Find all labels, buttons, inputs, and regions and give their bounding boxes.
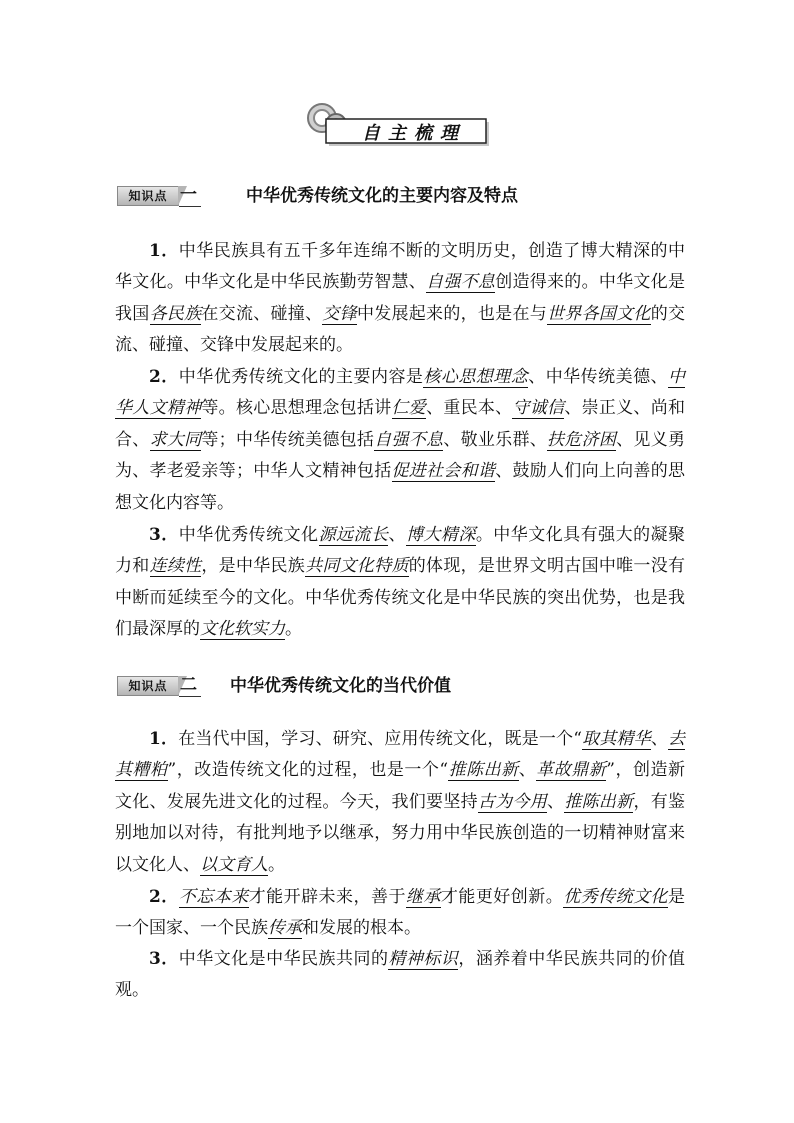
section-title: 中华优秀传统文化的当代价值: [230, 676, 451, 696]
text-run: 、鼓励人们向上向善的思想文化内容等。: [115, 461, 685, 513]
text-run: 是一个国家、一个民族: [115, 887, 686, 939]
key-term: 去其糟粕: [115, 729, 686, 781]
text-run: ，涵养着中华民族共同的价值观。: [115, 949, 686, 1001]
text-run: 、: [518, 760, 537, 781]
text-run: 、崇正义、尚和合、: [115, 398, 685, 450]
item-number: 1．: [149, 729, 179, 749]
paragraph: [115, 724, 685, 881]
key-term: 传承: [268, 918, 302, 939]
knowledge-point-number: 二: [180, 675, 197, 695]
knowledge-point-header-2: [117, 674, 717, 700]
paragraph: [115, 944, 685, 1007]
text-run: 创造得来的。中华文化是我国: [115, 272, 685, 324]
text-run: 才能开辟未来，善于: [248, 887, 406, 907]
text-run: 、敬业乐群、: [443, 429, 548, 450]
text-run: 等；中华传统美德包括: [201, 429, 375, 450]
knowledge-point-tag: 知识点: [117, 676, 179, 696]
text-run: 的交流、碰撞、交锋中发展起来的。: [115, 303, 685, 356]
key-term: 共同文化特质: [305, 556, 409, 577]
divider: [179, 696, 201, 697]
key-term: 求大同: [149, 429, 202, 450]
key-term: 自强不息: [426, 272, 496, 293]
text-run: 在当代中国，学习、研究、应用传统文化，既是一个“: [178, 729, 582, 749]
text-run: ”，改造传统文化的过程，也是一个“: [167, 760, 449, 781]
text-run: 才能更好创新。: [440, 887, 564, 907]
text-run: 中华优秀传统文化: [178, 525, 319, 545]
divider: [179, 206, 201, 207]
text-run: 、中华传统美德、: [528, 367, 669, 387]
paragraph: [115, 882, 685, 945]
banner-title: 自主梳理: [362, 123, 466, 144]
text-run: 在交流、碰撞、: [201, 303, 323, 324]
text-run: 、见义勇为、孝老爱亲等；中华人文精神包括: [115, 429, 685, 482]
text-run: 、: [547, 791, 565, 812]
paragraph: [115, 236, 685, 362]
key-term: 推陈出新: [448, 760, 519, 781]
key-term: 不忘本来: [178, 887, 249, 907]
text-run: ，是中华民族: [201, 556, 306, 577]
key-term: 精神标识: [388, 949, 459, 969]
key-term: 各民族: [149, 303, 202, 324]
item-number: 3．: [149, 949, 179, 969]
key-term: 革故鼎新: [536, 760, 607, 781]
key-term: 交锋: [322, 303, 357, 324]
knowledge-point-number: 一: [180, 185, 197, 205]
text-run: 中发展起来的，也是在与: [356, 303, 548, 324]
key-term: 源远流长: [318, 525, 389, 545]
text-run: ，有鉴别地加以对待，有批判地予以继承，努力用中华民族创造的一切精神财富来以文化人、: [115, 791, 685, 875]
key-term: 世界各国文化: [547, 303, 651, 324]
text-run: 、重民本、: [426, 398, 513, 419]
key-term: 核心思想理念: [423, 367, 529, 387]
knowledge-point-tag: 知识点: [117, 186, 179, 206]
key-term: 优秀传统文化: [563, 887, 669, 907]
section-banner: [306, 102, 492, 148]
item-number: 2．: [149, 367, 179, 387]
key-term: 守诚信: [512, 398, 565, 419]
key-term: 文化软实力: [200, 619, 285, 640]
key-term: 推陈出新: [564, 791, 634, 812]
key-term: 继承: [405, 887, 441, 907]
key-term: 扶危济困: [547, 429, 617, 450]
key-term: 连续性: [149, 556, 202, 577]
text-run: 的体现，是世界文明古国中唯一没有中断而延续至今的文化。中华优秀传统文化是中华民族的突出优势，也是我们最深厚的: [115, 556, 685, 640]
key-term: 博大精深: [405, 525, 476, 545]
key-term: 古为今用: [477, 791, 548, 812]
text-run: 。: [285, 619, 302, 640]
key-term: 取其精华: [581, 729, 651, 749]
item-number: 3．: [149, 525, 179, 545]
key-term: 中华人文精神: [115, 367, 686, 419]
key-term: 自强不息: [374, 429, 444, 450]
text-run: ”，创造新文化、发展先进文化的过程。今天，我们要坚持: [115, 760, 686, 812]
text-run: 、: [650, 729, 669, 749]
text-run: 中华文化是中华民族共同的: [178, 949, 389, 969]
text-run: 和发展的根本。: [302, 918, 421, 939]
item-number: 2．: [149, 887, 179, 907]
paragraph: [115, 362, 685, 519]
text-run: 等。核心思想理念包括讲: [201, 398, 392, 419]
section-title: 中华优秀传统文化的主要内容及特点: [246, 186, 518, 206]
knowledge-point-header-1: [117, 184, 717, 210]
key-term: 仁爱: [391, 398, 427, 419]
item-number: 1．: [149, 241, 179, 261]
text-run: 。中华文化具有强大的凝聚力和: [115, 525, 686, 577]
text-run: 、: [388, 525, 406, 545]
text-run: 。: [268, 854, 285, 875]
text-run: 中华优秀传统文化的主要内容是: [178, 367, 424, 387]
text-run: 中华民族具有五千多年连绵不断的文明历史，创造了博大精深的中华文化。中华文化是中华民族勤劳智慧、: [115, 241, 685, 293]
paragraph: [115, 520, 685, 646]
key-term: 以文育人: [200, 854, 268, 875]
key-term: 促进社会和谐: [391, 461, 496, 482]
